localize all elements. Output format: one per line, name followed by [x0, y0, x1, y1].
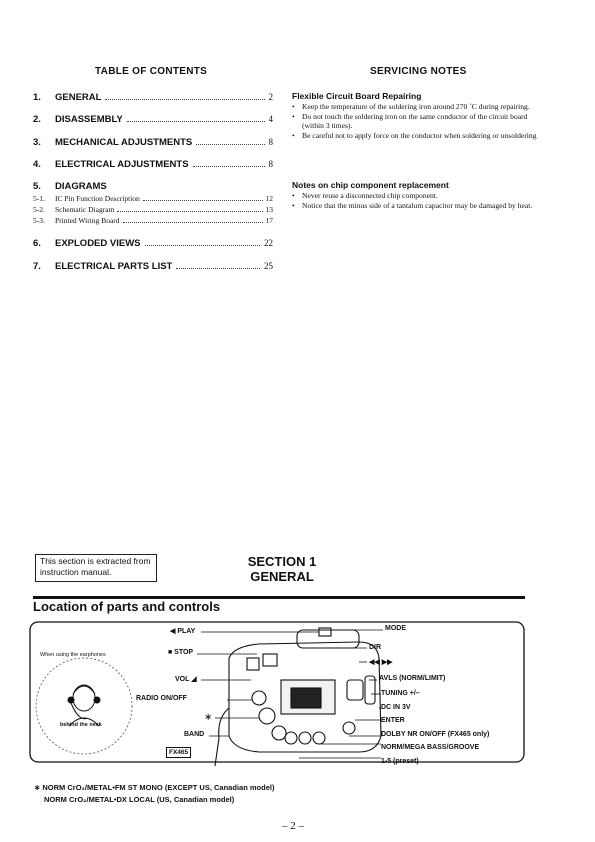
dir-label: DIR	[369, 644, 382, 651]
leader-dots	[143, 194, 263, 201]
extract-note-box: This section is extracted from instruction manual.	[35, 554, 157, 582]
leader-dots	[196, 136, 264, 145]
list-item: • Notice that the minus side of a tantalum capacitor may be damaged by heat.	[292, 201, 537, 211]
toc-subentry-page: 12	[265, 194, 273, 203]
section-heading	[240, 554, 324, 584]
flex-list	[292, 102, 537, 140]
tuning-label: TUNING +/–	[381, 690, 420, 697]
toc-entry-number: 4.	[33, 159, 41, 170]
chip-heading: Notes on chip component replacement	[292, 180, 449, 190]
toc-entry[interactable]	[33, 260, 273, 274]
avls-label: AVLS (NORM/LIMIT)	[379, 675, 446, 682]
leader-dots	[117, 205, 262, 212]
radio-label: RADIO ON/OFF	[136, 695, 187, 702]
toc-entry[interactable]	[33, 113, 273, 127]
toc-subentry-page: 17	[265, 216, 273, 225]
earphone-inset	[36, 658, 132, 754]
footnote: ∗ NORM CrO₂/METAL•FM ST MONO (EXCEPT US, Canadian model)	[34, 783, 275, 792]
toc-subentry[interactable]	[33, 216, 273, 226]
model-badge: FX465	[166, 747, 191, 758]
toc-entry-label: DISASSEMBLY	[55, 114, 123, 125]
chip-list	[292, 191, 537, 210]
cassette-player-illustration	[215, 628, 381, 766]
person-icon	[68, 685, 100, 726]
play-label: ◀ PLAY	[170, 628, 196, 635]
toc-entry[interactable]	[33, 136, 273, 150]
toc-entry-number: 7.	[33, 261, 41, 272]
toc-entry-number: 6.	[33, 238, 41, 249]
toc-subentry[interactable]	[33, 194, 273, 204]
toc-entry-page: 8	[268, 159, 273, 169]
toc-subentry-page: 13	[265, 205, 273, 214]
leader-dots	[193, 158, 265, 167]
earphone-caption: When using the earphones	[40, 652, 106, 658]
norm-mega-label: NORM/MEGA BASS/GROOVE	[381, 744, 480, 751]
toc-entry-number: 2.	[33, 114, 41, 125]
preset-label: 1-5 (preset)	[381, 758, 419, 765]
toc-entry-page: 25	[264, 261, 273, 271]
toc-entry-label: ELECTRICAL PARTS LIST	[55, 261, 173, 272]
mode-label: MODE	[385, 625, 406, 632]
section-number: SECTION 1	[247, 554, 317, 569]
footnote: NORM CrO₂/METAL•DX LOCAL (US, Canadian model)	[44, 795, 235, 804]
leader-dots	[123, 216, 263, 223]
dc-in-label: DC IN 3V	[381, 704, 411, 711]
toc-entry-page: 8	[268, 137, 273, 147]
toc-entry-diagrams[interactable]	[33, 181, 273, 195]
toc-entry-number: 1.	[33, 92, 41, 103]
toc-entry[interactable]	[33, 158, 273, 172]
vol-label: VOL ◢	[175, 676, 197, 683]
toc-subentry-label: Schematic Diagram	[55, 205, 115, 214]
toc-subentry-label: IC Pin Function Description	[55, 194, 140, 203]
toc-entry-page: 4	[268, 114, 273, 124]
leader-dots	[127, 113, 265, 122]
toc-title: TABLE OF CONTENTS	[95, 66, 208, 77]
asterisk-label: ∗	[204, 712, 213, 723]
leader-dots	[105, 91, 264, 100]
toc-entry-page: 2	[268, 92, 273, 102]
list-item: • Keep the temperature of the soldering iron around 270 ˚C during repairing.	[292, 102, 537, 112]
band-label: BAND	[184, 731, 205, 738]
list-item: • Do not touch the soldering iron on the same conductor of the circuit board (within 3 times).	[292, 112, 537, 131]
enter-label: ENTER	[381, 717, 405, 724]
servicing-title: SERVICING NOTES	[370, 66, 467, 77]
toc-entry-label: GENERAL	[55, 92, 102, 103]
toc-subentry[interactable]	[33, 205, 273, 215]
toc-entry-label: MECHANICAL ADJUSTMENTS	[55, 137, 193, 148]
toc-entry-label: DIAGRAMS	[55, 181, 107, 192]
toc-subentry-number: 5-2.	[33, 205, 45, 214]
toc-entry-number: 5.	[33, 181, 41, 192]
toc-entry-page: 22	[264, 238, 273, 248]
location-title: Location of parts and controls	[33, 599, 221, 614]
toc-entry[interactable]	[33, 91, 273, 105]
toc-entry-number: 3.	[33, 137, 41, 148]
toc-subentry-number: 5-3.	[33, 216, 45, 225]
dolby-label: DOLBY NR ON/OFF (FX465 only)	[381, 731, 490, 738]
neck-caption: behind the neck	[60, 722, 102, 728]
toc-entry-label: ELECTRICAL ADJUSTMENTS	[55, 159, 189, 170]
page-number: – 2 –	[282, 820, 304, 832]
list-item: • Be careful not to apply force on the conductor when soldering or unsoldering	[292, 131, 537, 141]
toc-entry[interactable]	[33, 237, 273, 251]
section-title: GENERAL	[250, 569, 314, 584]
toc-entry-label: EXPLODED VIEWS	[55, 238, 141, 249]
toc-subentry-label: Printed Wiring Board	[55, 216, 120, 225]
flex-heading: Flexible Circuit Board Repairing	[292, 91, 422, 101]
ff-rew-label: ◀◀ ▶▶	[369, 659, 393, 666]
leader-dots	[176, 260, 260, 269]
list-item: • Never reuse a disconnected chip component.	[292, 191, 537, 201]
stop-label: ■ STOP	[168, 649, 194, 656]
leader-dots	[145, 237, 260, 246]
toc-subentry-number: 5-1.	[33, 194, 45, 203]
